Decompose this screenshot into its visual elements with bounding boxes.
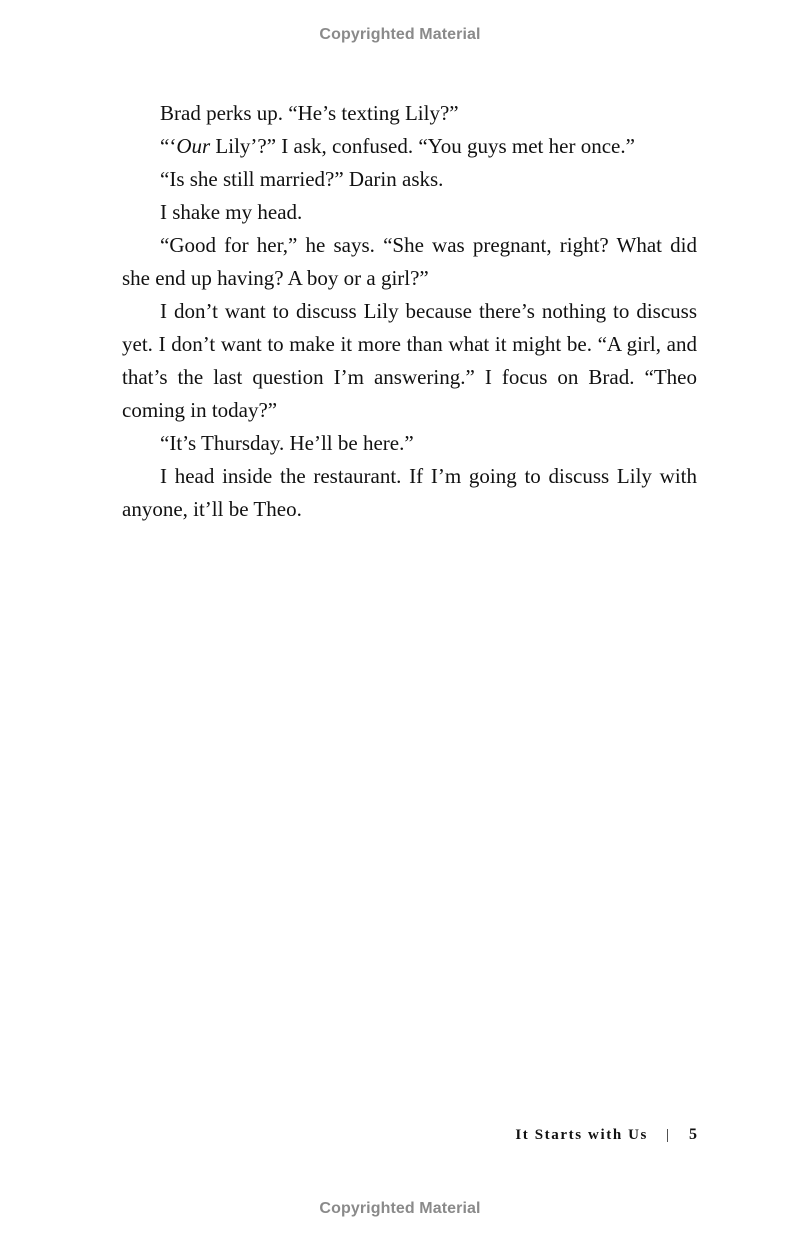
running-footer bbox=[515, 1126, 697, 1144]
paragraph-8: I head inside the restaurant. If I’m going to discuss Lily with anyone, it’ll be Theo. bbox=[122, 464, 697, 521]
paragraph-2 bbox=[122, 130, 697, 163]
book-title: It Starts with Us bbox=[515, 1127, 648, 1143]
page-body bbox=[122, 97, 697, 526]
page-number: 5 bbox=[689, 1126, 697, 1143]
paragraph-2-suffix: Lily’?” I ask, confused. “You guys met her once.” bbox=[210, 134, 635, 158]
footer-separator: | bbox=[665, 1127, 669, 1143]
copyright-watermark-bottom: Copyrighted Material bbox=[319, 1200, 481, 1217]
paragraph-7: “It’s Thursday. He’ll be here.” bbox=[160, 431, 414, 455]
paragraph-1: Brad perks up. “He’s texting Lily?” bbox=[160, 101, 459, 125]
copyright-watermark-top: Copyrighted Material bbox=[319, 26, 481, 43]
paragraph-6: I don’t want to discuss Lily because there’s nothing to discuss yet. I don’t want to make it more than what it might be. “A girl, and that’s the last question I’m answering.” I focus on Brad. “Theo coming in today?” bbox=[122, 299, 697, 422]
paragraph-3: “Is she still married?” Darin asks. bbox=[160, 167, 444, 191]
paragraph-2-prefix: “‘ bbox=[160, 134, 177, 158]
paragraph-4: I shake my head. bbox=[160, 200, 303, 224]
paragraph-2-italic: Our bbox=[176, 134, 211, 158]
paragraph-5: “Good for her,” he says. “She was pregnant, right? What did she end up having? A boy or a girl?” bbox=[122, 233, 697, 290]
